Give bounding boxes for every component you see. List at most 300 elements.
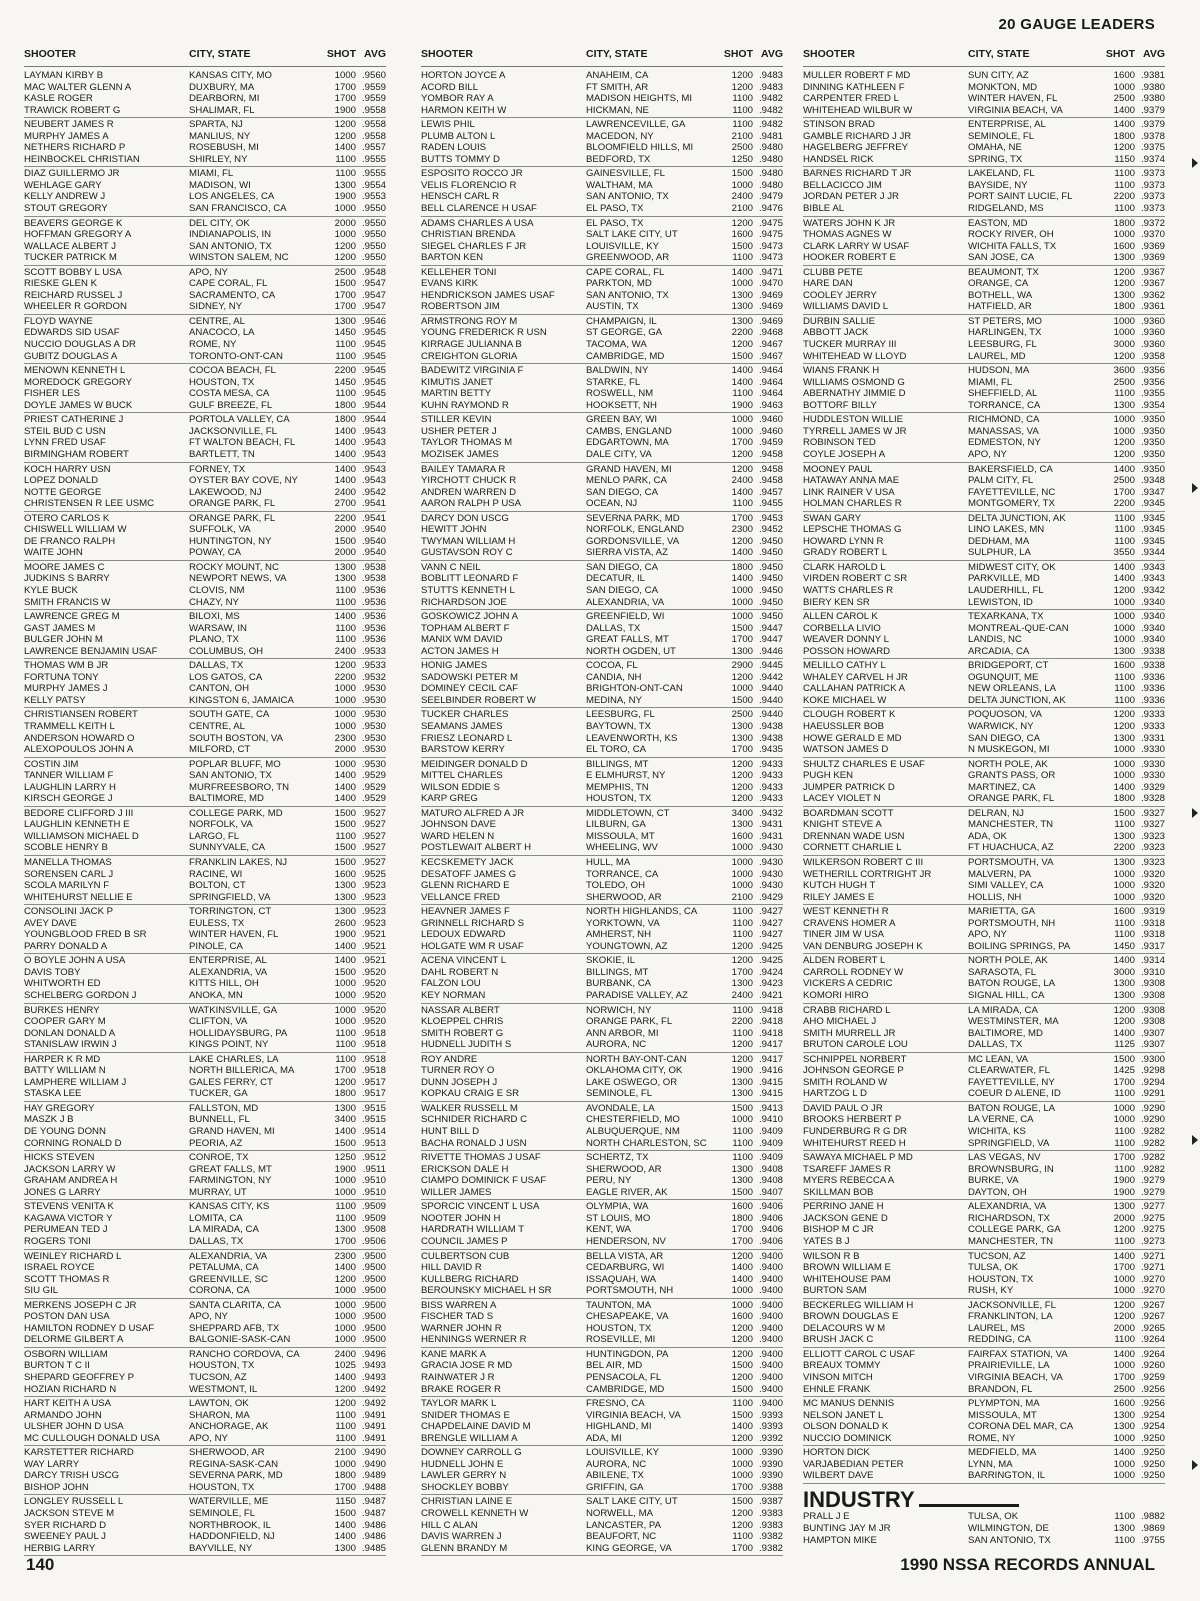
shooter-name: SCHNIDER RICHARD C <box>421 1114 528 1126</box>
city-state: PETALUMA, CA <box>189 1262 259 1274</box>
shooter-name: KARP GREG <box>421 793 478 805</box>
shooter-name: NETHERS RICHARD P <box>24 142 126 154</box>
table-row <box>421 1433 783 1445</box>
shot-count: 2000 <box>334 744 356 756</box>
shooter-name: AARON RALPH P USA <box>421 498 522 510</box>
shooter-name: WILSON R B <box>803 1250 860 1262</box>
table-row <box>803 154 1165 166</box>
table-row <box>24 1262 386 1274</box>
city-state: BATON ROUGE, LA <box>968 978 1056 990</box>
table-row <box>421 709 783 721</box>
average: .9382 <box>758 1531 783 1543</box>
table-row <box>803 1459 1165 1471</box>
average: .9529 <box>361 781 386 793</box>
city-state: VIRGINIA BEACH, VA <box>586 1409 681 1421</box>
shot-count: 2100 <box>334 1447 356 1459</box>
shooter-name: CREIGHTON GLORIA <box>421 350 518 362</box>
city-state: NEWPORT NEWS, VA <box>189 573 287 585</box>
city-state: ORANGE, CA <box>968 278 1029 290</box>
shooter-name: WHALEY CARVEL H JR <box>803 671 908 683</box>
table-row <box>24 1384 386 1396</box>
table-row <box>421 131 783 143</box>
shot-count: 3550 <box>1113 547 1135 559</box>
shooter-name: LEWIS PHIL <box>421 119 475 131</box>
city-state: LAWRENCEVILLE, GA <box>586 119 686 131</box>
shooter-name: HEWITT JOHN <box>421 524 487 536</box>
shot-count: 1000 <box>334 1186 356 1198</box>
shot-count: 1000 <box>1113 1360 1135 1372</box>
table-row <box>803 990 1165 1002</box>
shooter-name: DOYLE JAMES W BUCK <box>24 399 133 411</box>
table-row <box>803 388 1165 400</box>
average: .9400 <box>758 1285 783 1297</box>
shot-count: 1200 <box>731 535 753 547</box>
average: .9553 <box>361 191 386 203</box>
shooter-name: WATERS JOHN K JR <box>803 217 896 229</box>
shooter-name: WHEELER R GORDON <box>24 301 127 313</box>
shot-count: 1000 <box>334 758 356 770</box>
shot-count: 1200 <box>731 1322 753 1334</box>
row-group <box>421 1299 783 1348</box>
shot-count: 1000 <box>1113 622 1135 634</box>
city-state: BRANDON, FL <box>968 1383 1033 1395</box>
shooter-name: YOMBOR RAY A <box>421 93 494 105</box>
average: .9408 <box>758 1175 783 1187</box>
average: .9369 <box>1140 252 1165 264</box>
shooter-name: PARRY DONALD A <box>24 940 108 952</box>
shooter-name: KULLBERG RICHARD <box>421 1273 519 1285</box>
shot-count: 1100 <box>1114 388 1135 400</box>
shot-count: 1500 <box>334 535 356 547</box>
shooter-name: DINNING KATHLEEN F <box>803 81 905 93</box>
table-row <box>803 180 1165 192</box>
header-shot: SHOT <box>723 48 753 61</box>
average: .9543 <box>361 437 386 449</box>
shooter-name: SPORCIC VINCENT L USA <box>421 1201 540 1213</box>
shot-count: 1000 <box>731 880 753 892</box>
average: .9323 <box>1140 830 1165 842</box>
city-state: CONROE, TX <box>189 1152 249 1164</box>
shooter-name: AHO MICHAEL J <box>803 1016 877 1028</box>
shooter-name: TUCKER MURRAY III <box>803 339 897 351</box>
shooter-name: YOUNGBLOOD FRED B SR <box>24 929 147 941</box>
city-state: CLOVIS, NM <box>189 584 245 596</box>
table-row <box>421 955 783 967</box>
shot-count: 2400 <box>731 191 753 203</box>
shot-count: 1000 <box>1113 1458 1135 1470</box>
shooter-name: DESATOFF JAMES G <box>421 868 517 880</box>
city-state: HOOKSETT, NH <box>586 399 657 411</box>
average: .9275 <box>1140 1212 1165 1224</box>
average: .9270 <box>1140 1273 1165 1285</box>
shooter-name: AVEY DAVE <box>24 917 77 929</box>
shooter-name: MERKENS JOSEPH C JR <box>24 1299 137 1311</box>
average: .9400 <box>758 1348 783 1360</box>
city-state: HARLINGEN, TX <box>968 327 1042 339</box>
table-row <box>803 267 1165 279</box>
city-state: HOUSTON, TX <box>189 1481 255 1493</box>
average: .9543 <box>361 448 386 460</box>
city-state: VIRGINIA BEACH, VA <box>968 1371 1063 1383</box>
shot-count: 1100 <box>335 584 356 596</box>
table-row <box>421 672 783 684</box>
table-row <box>24 351 386 363</box>
average: .9250 <box>1140 1447 1165 1459</box>
city-state: PLANO, TX <box>189 634 239 646</box>
city-state: MURRAY, UT <box>189 1186 247 1198</box>
table-row <box>24 1531 386 1543</box>
average: .9440 <box>758 709 783 721</box>
shot-count: 1700 <box>1113 1262 1135 1274</box>
city-state: HUDSON, MA <box>968 365 1030 377</box>
shooter-name: RIESKE GLEN K <box>24 278 98 290</box>
table-row <box>421 339 783 351</box>
shot-count: 1400 <box>731 365 753 377</box>
shot-count: 1400 <box>731 573 753 585</box>
city-state: LAKE CHARLES, LA <box>189 1053 279 1065</box>
shooter-name: KANE MARK A <box>421 1348 487 1360</box>
average: .9358 <box>1140 350 1165 362</box>
table-row <box>421 573 783 585</box>
shot-count: 1200 <box>731 1334 753 1346</box>
header-shot: SHOT <box>326 48 356 61</box>
shot-count: 1025 <box>334 1360 356 1372</box>
table-row <box>24 498 386 510</box>
shot-count: 1500 <box>731 168 753 180</box>
city-state: ALBUQUERQUE, NM <box>586 1126 680 1138</box>
average: .9282 <box>1140 1126 1165 1138</box>
shot-count: 1500 <box>731 694 753 706</box>
shooter-name: MENOWN KENNETH L <box>24 365 126 377</box>
shot-count: 1100 <box>335 830 356 842</box>
row-group <box>421 807 783 856</box>
shot-count: 1000 <box>334 1299 356 1311</box>
shot-count: 1400 <box>1113 955 1135 967</box>
table-row <box>803 1103 1165 1115</box>
row-group <box>421 1250 783 1299</box>
city-state: BURBANK, CA <box>586 978 652 990</box>
shooter-name: WEAVER DONNY L <box>803 634 890 646</box>
city-state: ROCKY RIVER, OH <box>968 229 1054 241</box>
shooter-name: DARCY TRISH USCG <box>24 1470 120 1482</box>
city-state: WARWICK, NY <box>968 720 1034 732</box>
city-state: SIDNEY, NY <box>189 301 243 313</box>
shooter-name: HOOKER ROBERT E <box>803 252 896 264</box>
city-state: ANCHORAGE, AK <box>189 1421 269 1433</box>
shooter-name: CALLAHAN PATRICK A <box>803 683 906 695</box>
city-state: BILOXI, MS <box>189 611 240 623</box>
shot-count: 1200 <box>334 252 356 264</box>
average: .9417 <box>758 1053 783 1065</box>
average: .9545 <box>361 376 386 388</box>
city-state: SAN ANTONIO, TX <box>189 240 272 252</box>
shooter-name: POSTLEWAIT ALBERT H <box>421 842 532 854</box>
table-row <box>421 154 783 166</box>
city-state: ENTERPRISE, AL <box>189 955 267 967</box>
shot-count: 1000 <box>731 584 753 596</box>
shooter-name: HARPER K R MD <box>24 1053 101 1065</box>
average: .9400 <box>758 1398 783 1410</box>
city-state: FAYETTEVILLE, NY <box>968 1076 1055 1088</box>
table-row <box>803 1285 1165 1297</box>
table-row <box>803 464 1165 476</box>
city-state: DELTA JUNCTION, AK <box>968 694 1066 706</box>
row-group <box>803 167 1165 216</box>
row-group <box>803 266 1165 315</box>
table-row <box>24 93 386 105</box>
leaders-column-2 <box>421 44 783 1556</box>
shooter-name: TAYLOR MARK L <box>421 1398 497 1410</box>
average: .9264 <box>1140 1334 1165 1346</box>
table-row <box>421 301 783 313</box>
city-state: CAMBRIDGE, MD <box>586 350 665 362</box>
average: .9400 <box>758 1322 783 1334</box>
shooter-name: WEST KENNETH R <box>803 906 889 918</box>
shooter-name: HERBIG LARRY <box>24 1542 96 1554</box>
average: .9459 <box>758 437 783 449</box>
city-state: ADA, OK <box>968 830 1007 842</box>
average: .9307 <box>1140 1039 1165 1051</box>
average: .9445 <box>758 660 783 672</box>
shooter-name: HOLGATE WM R USAF <box>421 940 524 952</box>
shooter-name: JOHNSON DAVE <box>421 819 496 831</box>
column-header <box>24 44 386 67</box>
table-row <box>803 562 1165 574</box>
city-state: ISSAQUAH, WA <box>586 1273 657 1285</box>
shot-count: 1500 <box>731 240 753 252</box>
city-state: TORRINGTON, CT <box>189 906 272 918</box>
table-row <box>803 1039 1165 1051</box>
average: .9510 <box>361 1186 386 1198</box>
city-state: OMAHA, NE <box>968 142 1022 154</box>
shot-count: 1500 <box>334 819 356 831</box>
average: .9373 <box>1140 191 1165 203</box>
city-state: ROSWELL, NM <box>586 388 654 400</box>
table-row <box>24 1152 386 1164</box>
shot-count: 1200 <box>731 955 753 967</box>
row-group <box>24 1495 386 1556</box>
shot-count: 1400 <box>1113 1447 1135 1459</box>
shooter-name: MANELLA THOMAS <box>24 857 112 868</box>
city-state: GREENVILLE, SC <box>189 1273 268 1285</box>
average: .9529 <box>361 793 386 805</box>
shot-count: 2500 <box>1113 376 1135 388</box>
shot-count: 1000 <box>1113 425 1135 437</box>
city-state: PENSACOLA, FL <box>586 1371 662 1383</box>
average: .9460 <box>758 414 783 426</box>
shot-count: 1600 <box>1113 660 1135 672</box>
average: .9356 <box>1140 376 1165 388</box>
shot-count: 1700 <box>1113 1371 1135 1383</box>
average: .9450 <box>758 547 783 559</box>
row-group <box>421 266 783 315</box>
row-group <box>24 1053 386 1102</box>
shooter-name: JUDKINS S BARRY <box>24 573 110 585</box>
average: .9550 <box>361 229 386 241</box>
shot-count: 2100 <box>731 203 753 215</box>
city-state: MISSOULA, MT <box>586 830 655 842</box>
city-state: CHESTERFIELD, MO <box>586 1114 680 1126</box>
city-state: WHEELING, WV <box>586 842 658 854</box>
city-state: SPRINGFIELD, VA <box>189 891 271 903</box>
table-row <box>421 744 783 756</box>
table-row <box>803 1236 1165 1248</box>
city-state: MADISON HEIGHTS, MI <box>586 93 693 105</box>
average: .9482 <box>758 93 783 105</box>
table-row <box>421 1447 783 1459</box>
shot-count: 1200 <box>731 770 753 782</box>
shooter-name: TRAWICK ROBERT G <box>24 104 121 116</box>
shooter-name: TAYLOR THOMAS M <box>421 437 513 449</box>
shot-count: 1500 <box>731 1496 753 1508</box>
city-state: GORDONSVILLE, VA <box>586 535 680 547</box>
table-row <box>24 660 386 672</box>
table-row <box>803 1054 1165 1066</box>
table-row <box>803 218 1165 230</box>
shot-count: 1000 <box>731 1470 753 1482</box>
shot-count: 1250 <box>334 1152 356 1164</box>
shot-count: 1300 <box>731 1163 753 1175</box>
average: .9345 <box>1140 512 1165 524</box>
shooter-name: SMITH FRANCIS W <box>24 596 111 608</box>
shot-count: 1200 <box>1113 1016 1135 1028</box>
average: .9530 <box>361 758 386 770</box>
average: .9536 <box>361 584 386 596</box>
shot-count: 1000 <box>1113 1114 1135 1126</box>
city-state: PERU, NY <box>586 1175 632 1187</box>
average: .9506 <box>361 1235 386 1247</box>
shooter-name: EHNLE FRANK <box>803 1383 871 1395</box>
shot-count: 1100 <box>1114 694 1135 706</box>
shooter-name: TYRRELL JAMES W JR <box>803 425 907 437</box>
average: .9319 <box>1140 906 1165 918</box>
shot-count: 1100 <box>335 1421 356 1433</box>
shooter-name: WILKERSON ROBERT C III <box>803 857 924 868</box>
shot-count: 1400 <box>334 940 356 952</box>
shot-count: 2200 <box>1113 842 1135 854</box>
table-row <box>421 536 783 548</box>
edge-mark <box>1192 483 1198 493</box>
average: .9491 <box>361 1409 386 1421</box>
shooter-name: BURTON SAM <box>803 1285 867 1297</box>
average: .9392 <box>758 1432 783 1444</box>
row-group <box>421 758 783 807</box>
table-row <box>421 351 783 363</box>
city-state: EAGLE RIVER, AK <box>586 1186 668 1198</box>
average: .9493 <box>361 1371 386 1383</box>
shot-count: 3400 <box>731 807 753 819</box>
header-city-state: CITY, STATE <box>968 48 1030 61</box>
average: .9521 <box>361 955 386 967</box>
shooter-name: DOMINEY CECIL CAF <box>421 683 519 695</box>
average: .9390 <box>758 1447 783 1459</box>
table-row <box>421 1360 783 1372</box>
shot-count: 1400 <box>334 611 356 623</box>
average: .9298 <box>1140 1065 1165 1077</box>
average: .9560 <box>361 70 386 81</box>
shooter-name: MC CULLOUGH DONALD USA <box>24 1432 160 1444</box>
shot-count: 1600 <box>1113 1398 1135 1410</box>
shooter-name: BISS WARREN A <box>421 1299 497 1311</box>
shooter-name: KASLE ROGER <box>24 93 93 105</box>
city-state: COCOA BEACH, FL <box>189 365 276 377</box>
average: .9400 <box>758 1250 783 1262</box>
shot-count: 1100 <box>1114 535 1135 547</box>
shot-count: 1100 <box>1114 168 1135 180</box>
shot-count: 1000 <box>1113 634 1135 646</box>
table-row <box>24 524 386 536</box>
average: .9545 <box>361 388 386 400</box>
row-group <box>421 463 783 512</box>
shot-count: 2600 <box>334 917 356 929</box>
shooter-name: PERUMEAN TED J <box>24 1224 108 1236</box>
shooter-name: YOUNG FREDERICK R USN <box>421 327 547 339</box>
shooter-name: BOBLITT LEONARD F <box>421 573 519 585</box>
table-row <box>24 1175 386 1187</box>
city-state: MONTGOMERY, TX <box>968 498 1055 510</box>
shooter-name: BRUSH JACK C <box>803 1334 874 1346</box>
average: .9375 <box>1140 142 1165 154</box>
shot-count: 2500 <box>1113 1383 1135 1395</box>
table-row <box>421 721 783 733</box>
table-row <box>803 646 1165 658</box>
table-row <box>803 1028 1165 1040</box>
shooter-name: BARSTOW KERRY <box>421 744 505 756</box>
shooter-name: HICKS STEVEN <box>24 1152 95 1164</box>
shooter-name: ANDERSON HOWARD O <box>24 732 135 744</box>
average: .9336 <box>1140 671 1165 683</box>
table-row <box>803 1511 1165 1523</box>
city-state: SIGNAL HILL, CA <box>968 990 1045 1002</box>
table-row <box>24 1410 386 1422</box>
shooter-name: VICKERS A CEDRIC <box>803 978 893 990</box>
shooter-name: ALEXOPOULOS JOHN A <box>24 744 134 756</box>
average: .9450 <box>758 611 783 623</box>
table-row <box>803 1398 1165 1410</box>
row-group <box>803 1004 1165 1053</box>
average: .9450 <box>758 535 783 547</box>
table-row <box>24 168 386 180</box>
shot-count: 1800 <box>1113 217 1135 229</box>
average: .9330 <box>1140 744 1165 756</box>
average: .9492 <box>361 1398 386 1410</box>
average: .9320 <box>1140 891 1165 903</box>
shot-count: 1000 <box>731 1458 753 1470</box>
row-group <box>803 1446 1165 1484</box>
shooter-name: LYNN FRED USAF <box>24 437 106 449</box>
average: .9467 <box>758 339 783 351</box>
average: .9460 <box>758 425 783 437</box>
average: .9427 <box>758 917 783 929</box>
city-state: FRANKLIN LAKES, NJ <box>189 857 288 868</box>
shooter-name: VINSON MITCH <box>803 1371 873 1383</box>
shooter-name: O BOYLE JOHN A USA <box>24 955 126 967</box>
shot-count: 1000 <box>1113 1470 1135 1482</box>
average: .9406 <box>758 1224 783 1236</box>
shooter-name: HART KEITH A USA <box>24 1398 112 1410</box>
shooter-name: BROWN DOUGLAS E <box>803 1311 899 1323</box>
shooter-name: ROGERS TONI <box>24 1235 91 1247</box>
shooter-name: LAWRENCE GREG M <box>24 611 120 623</box>
table-row <box>24 1065 386 1077</box>
shot-count: 1300 <box>1113 857 1135 868</box>
city-state: HUNTINGTON, NY <box>189 535 272 547</box>
shooter-name: WARD HELEN N <box>421 830 495 842</box>
shot-count: 2100 <box>731 891 753 903</box>
average: .9336 <box>1140 694 1165 706</box>
table-row <box>24 1334 386 1346</box>
table-row <box>421 513 783 525</box>
